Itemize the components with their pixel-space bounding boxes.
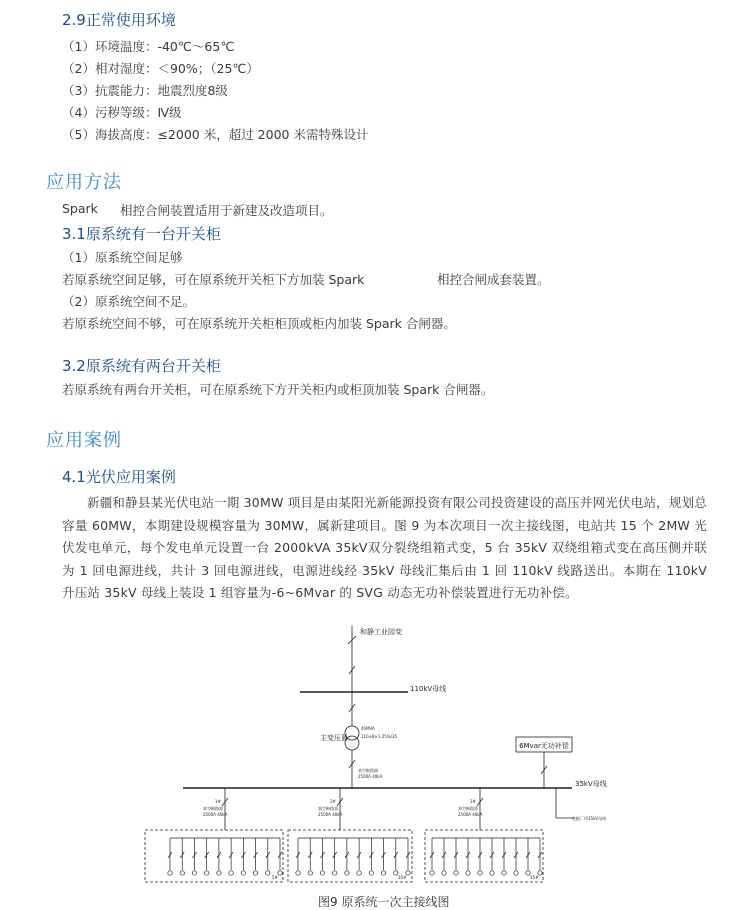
top-label: 和静工业园变 (360, 628, 402, 636)
unit-transformer-symbol (229, 871, 233, 875)
unit-transformer-symbol (296, 871, 300, 875)
unit-transformer-symbol (466, 871, 470, 875)
feeder-1-label: 真空断路器 (203, 806, 223, 811)
feeder-1-id: 1# (215, 799, 221, 804)
method-intro-brand: Spark (62, 201, 98, 216)
unit-transformer-symbol (320, 871, 324, 875)
unit-transformer-symbol (514, 871, 518, 875)
svg-box-label: 6Mvar无功补偿 (519, 742, 569, 750)
transformer-ratio: 110±8×1.25%/35 (361, 734, 398, 739)
env-item-5: （5）海拔高度：≤2000 米，超过 2000 米需特殊设计 (62, 127, 369, 142)
feeder-3-rating: 2500A 40kA (458, 812, 483, 817)
feeder-2-rating: 2500A 40kA (318, 812, 343, 817)
unit-transformer-symbol (454, 871, 458, 875)
unit-transformer-symbol (490, 871, 494, 875)
env-item-3: （3）抗震能力：地震烈度8级 (62, 83, 228, 98)
unit-transformer-symbol (278, 871, 282, 875)
env-item-4: （4）污秽等级：Ⅳ级 (62, 105, 182, 120)
feeder-3-label: 真空断路器 (458, 806, 478, 811)
unit-transformer-symbol (241, 871, 245, 875)
unit-transformer-symbol (345, 871, 349, 875)
unit-transformer-symbol (332, 871, 336, 875)
unit-transformer-symbol (266, 871, 270, 875)
unit-transformer-symbol (253, 871, 257, 875)
s32-line-1: 若原系统有两台开关柜，可在原系统下方开关柜内或柜顶加装 Spark 合闸器。 (62, 382, 494, 397)
case-paragraph: 新疆和静县某光伏电站一期 30MW 项目是由某阳光新能源投资有限公司投资建设的高压并网光伏电站，规划总容量 60MW，本期建设规模容量为 30MW，属新建项目。图 9 为本次项目一次主接线图，电站共 15 个 2MW 光伏发电单元，每个发电单元设置一台 2000kVA 35kV双分裂绕组箱式变，5 台 35kV 双绕组箱式变在高压侧并联为 1 回电源进线，共计 3 回电源进线，电源进线经 35kV 母线汇集后由 1 回 110kV 线路送出。本期在 110kV 升压站 35kV 母线上装设 1 组容量为-6~6Mvar 的 SVG 动态无功补偿装置进行无功补偿。 (62, 495, 707, 601)
section-3-1-heading: 3.1原系统有一台开关柜 (62, 225, 221, 243)
unit-transformer-symbol (502, 871, 506, 875)
unit-transformer-symbol (204, 871, 208, 875)
unit-transformer-symbol (168, 871, 172, 875)
figure-caption: 图9 原系统一次主接线图 (318, 895, 450, 909)
cases-heading: 应用案例 (46, 430, 122, 451)
transformer-rating: 40MVA (361, 726, 375, 731)
unit-transformer-symbol (442, 871, 446, 875)
unit-transformer-symbol (357, 871, 361, 875)
unit-transformer-symbol (217, 871, 221, 875)
feeder-1-rating: 2500A 40kA (203, 812, 228, 817)
main-breaker-rating: 2500A 40kA (358, 774, 383, 779)
method-intro-text: 相控合闸装置适用于新建及改造项目。 (120, 203, 333, 218)
unit-transformer-symbol (180, 871, 184, 875)
env-item-1: （1）环境温度：-40℃～65℃ (62, 39, 235, 54)
s31-line-1: （1）原系统空间足够 (62, 250, 183, 265)
feeder-3-id: 3# (470, 799, 476, 804)
main-breaker-note: 真空断路器 (358, 768, 378, 773)
unit-transformer-symbol (406, 871, 410, 875)
feeder-2-label: 真空断路器 (318, 806, 338, 811)
feeder-2-id: 2# (330, 799, 336, 804)
unit-transformer-symbol (369, 871, 373, 875)
s31-line-4: 若原系统空间不够，可在原系统开关柜柜顶或柜内加装 Spark 合闸器。 (62, 316, 456, 331)
unit-transformer-symbol (538, 871, 542, 875)
station-use-label: 变配厂用35kV母线 (572, 816, 607, 821)
unit-transformer-symbol (478, 871, 482, 875)
feeder-3-end: 15# (530, 875, 539, 880)
s31-line-2a: 若原系统空间足够，可在原系统开关柜下方加装 Spark (62, 272, 365, 287)
unit-transformer-symbol (430, 871, 434, 875)
transformer-label: 主变压器 (320, 734, 348, 742)
s31-line-3: （2）原系统空间不足。 (62, 294, 195, 309)
method-heading: 应用方法 (46, 172, 122, 193)
unit-transformer-symbol (381, 871, 385, 875)
feeder-1-end: 5# (272, 875, 278, 880)
bus110-label: 110kV母线 (410, 685, 447, 693)
section-4-1-heading: 4.1光伏应用案例 (62, 468, 176, 486)
s31-line-2b: 相控合闸成套装置。 (437, 272, 550, 287)
unit-transformer-symbol (308, 871, 312, 875)
unit-transformer-symbol (192, 871, 196, 875)
bus35-label: 35kV母线 (575, 780, 607, 788)
env-heading: 2.9正常使用环境 (62, 11, 176, 29)
env-item-2: （2）相对湿度：＜90%；（25℃） (62, 61, 259, 76)
feeder-2-end: 10# (398, 875, 407, 880)
main-wiring-diagram (0, 620, 750, 890)
section-3-2-heading: 3.2原系统有两台开关柜 (62, 357, 221, 375)
